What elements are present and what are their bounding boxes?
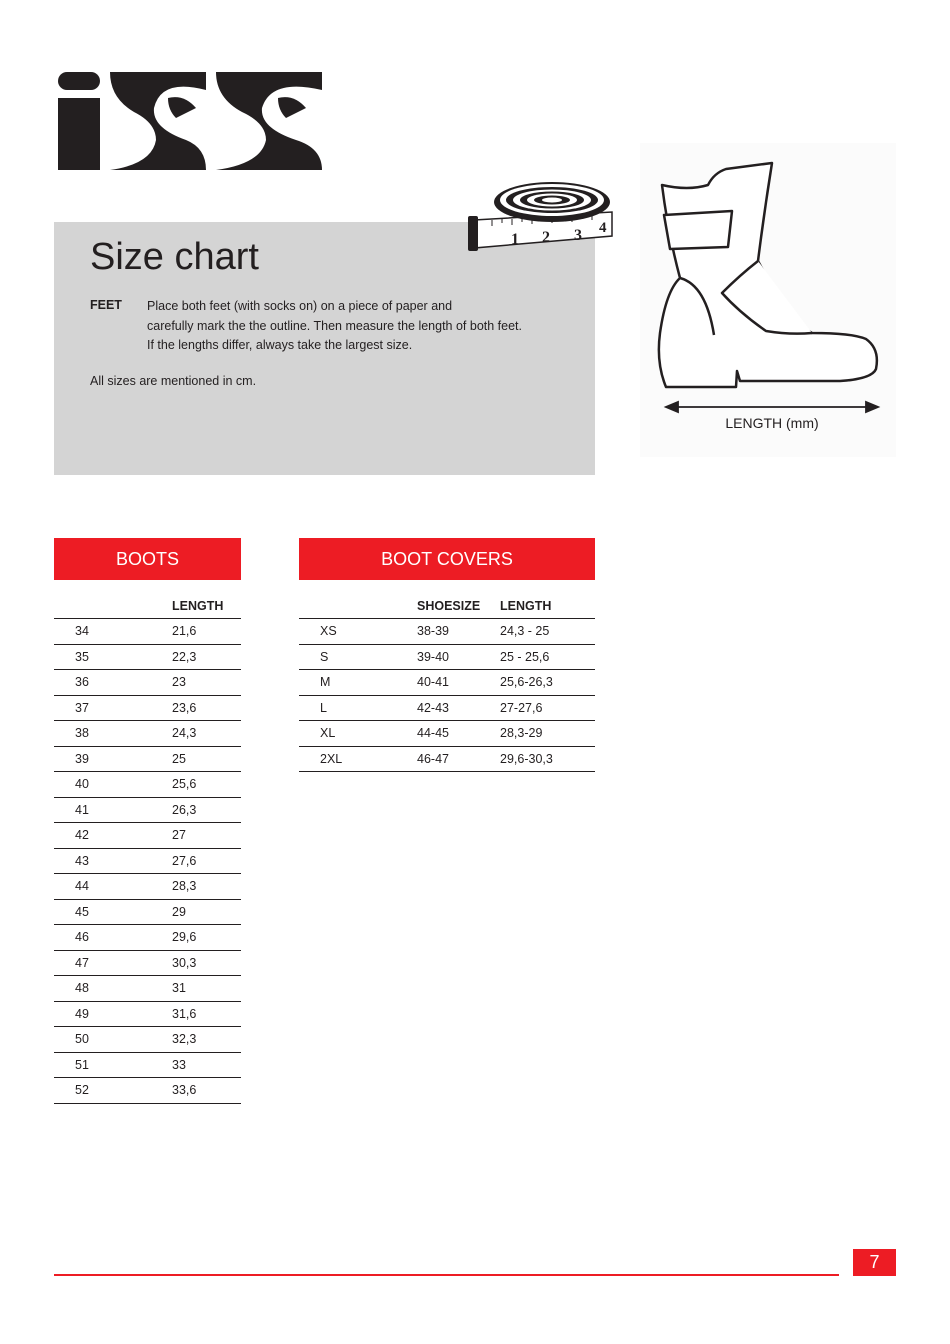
footer-divider	[54, 1274, 839, 1276]
table-cell: 44-45	[417, 721, 500, 747]
table-cell: 24,3 - 25	[500, 619, 595, 645]
table-cell: XS	[299, 619, 417, 645]
tape-number: 3	[574, 227, 582, 244]
table-row	[54, 925, 241, 951]
boot-covers-header: BOOT COVERS	[299, 538, 595, 580]
page-number: 7	[853, 1249, 896, 1276]
table-cell: 40-41	[417, 670, 500, 696]
table-cell: 23	[172, 670, 241, 696]
table-cell: 27	[172, 823, 241, 849]
table-cell: 46-47	[417, 746, 500, 772]
table-row	[54, 1052, 241, 1078]
table-cell: 43	[54, 848, 172, 874]
table-cell: 32,3	[172, 1027, 241, 1053]
feet-instructions	[147, 297, 567, 356]
table-cell: XL	[299, 721, 417, 747]
table-row	[54, 848, 241, 874]
table-cell: 45	[54, 899, 172, 925]
table-row	[299, 695, 595, 721]
feet-label: FEET	[90, 298, 122, 312]
table-row	[54, 695, 241, 721]
table-row	[54, 1027, 241, 1053]
table-cell: M	[299, 670, 417, 696]
feet-instruction-line: If the lengths differ, always take the largest size.	[147, 338, 413, 352]
table-cell: 29,6	[172, 925, 241, 951]
column-header	[299, 594, 417, 619]
table-cell: 51	[54, 1052, 172, 1078]
table-cell: 24,3	[172, 721, 241, 747]
table-cell: 25,6-26,3	[500, 670, 595, 696]
table-cell: 48	[54, 976, 172, 1002]
table-cell: 46	[54, 925, 172, 951]
table-cell: 25 - 25,6	[500, 644, 595, 670]
table-cell: 27-27,6	[500, 695, 595, 721]
tape-number: 4	[599, 220, 607, 236]
table-cell: S	[299, 644, 417, 670]
table-row	[299, 619, 595, 645]
feet-instruction-line: Place both feet (with socks on) on a piece of paper and	[147, 299, 453, 313]
table-row	[54, 874, 241, 900]
table-cell: 29,6-30,3	[500, 746, 595, 772]
column-header: LENGTH	[172, 594, 241, 619]
table-cell: 39	[54, 746, 172, 772]
table-row	[299, 670, 595, 696]
boots-table	[54, 594, 241, 1104]
table-cell: 47	[54, 950, 172, 976]
column-header	[54, 594, 172, 619]
table-cell: L	[299, 695, 417, 721]
table-cell: 28,3-29	[500, 721, 595, 747]
tape-number: 2	[542, 229, 550, 246]
table-cell: 31,6	[172, 1001, 241, 1027]
table-cell: 25	[172, 746, 241, 772]
length-label: LENGTH (mm)	[725, 415, 819, 431]
table-cell: 38-39	[417, 619, 500, 645]
tape-measure-icon	[462, 176, 617, 256]
table-cell: 36	[54, 670, 172, 696]
table-cell: 42-43	[417, 695, 500, 721]
page-title: Size chart	[90, 236, 259, 278]
table-cell: 28,3	[172, 874, 241, 900]
table-row	[54, 1001, 241, 1027]
table-cell: 33,6	[172, 1078, 241, 1104]
table-row	[54, 670, 241, 696]
table-row	[54, 823, 241, 849]
table-row	[299, 746, 595, 772]
table-row	[54, 721, 241, 747]
table-cell: 29	[172, 899, 241, 925]
units-note: All sizes are mentioned in cm.	[90, 374, 257, 388]
table-row	[54, 644, 241, 670]
table-row	[54, 797, 241, 823]
feet-instruction-line: carefully mark the the outline. Then measure the length of both feet.	[147, 318, 522, 333]
table-cell: 49	[54, 1001, 172, 1027]
table-header-row	[299, 594, 595, 619]
boot-outline-icon	[640, 143, 896, 457]
table-row	[54, 746, 241, 772]
ixs-logo	[56, 68, 324, 174]
table-row	[299, 721, 595, 747]
table-cell: 41	[54, 797, 172, 823]
table-row	[54, 772, 241, 798]
table-header-row	[54, 594, 241, 619]
table-cell: 23,6	[172, 695, 241, 721]
table-cell: 39-40	[417, 644, 500, 670]
table-cell: 37	[54, 695, 172, 721]
table-cell: 52	[54, 1078, 172, 1104]
boots-header: BOOTS	[54, 538, 241, 580]
table-cell: 40	[54, 772, 172, 798]
table-cell: 31	[172, 976, 241, 1002]
column-header: SHOESIZE	[417, 594, 500, 619]
table-row	[54, 950, 241, 976]
table-cell: 38	[54, 721, 172, 747]
table-cell: 44	[54, 874, 172, 900]
table-row	[54, 976, 241, 1002]
table-cell: 26,3	[172, 797, 241, 823]
table-cell: 33	[172, 1052, 241, 1078]
table-cell: 21,6	[172, 619, 241, 645]
table-cell: 25,6	[172, 772, 241, 798]
table-row	[299, 644, 595, 670]
table-row	[54, 899, 241, 925]
table-cell: 34	[54, 619, 172, 645]
table-cell: 35	[54, 644, 172, 670]
tape-number: 1	[511, 231, 519, 248]
table-cell: 22,3	[172, 644, 241, 670]
table-row	[54, 1078, 241, 1104]
table-cell: 50	[54, 1027, 172, 1053]
table-cell: 2XL	[299, 746, 417, 772]
table-cell: 27,6	[172, 848, 241, 874]
table-cell: 30,3	[172, 950, 241, 976]
table-cell: 42	[54, 823, 172, 849]
table-row	[54, 619, 241, 645]
column-header: LENGTH	[500, 594, 595, 619]
boot-covers-table	[299, 594, 595, 772]
